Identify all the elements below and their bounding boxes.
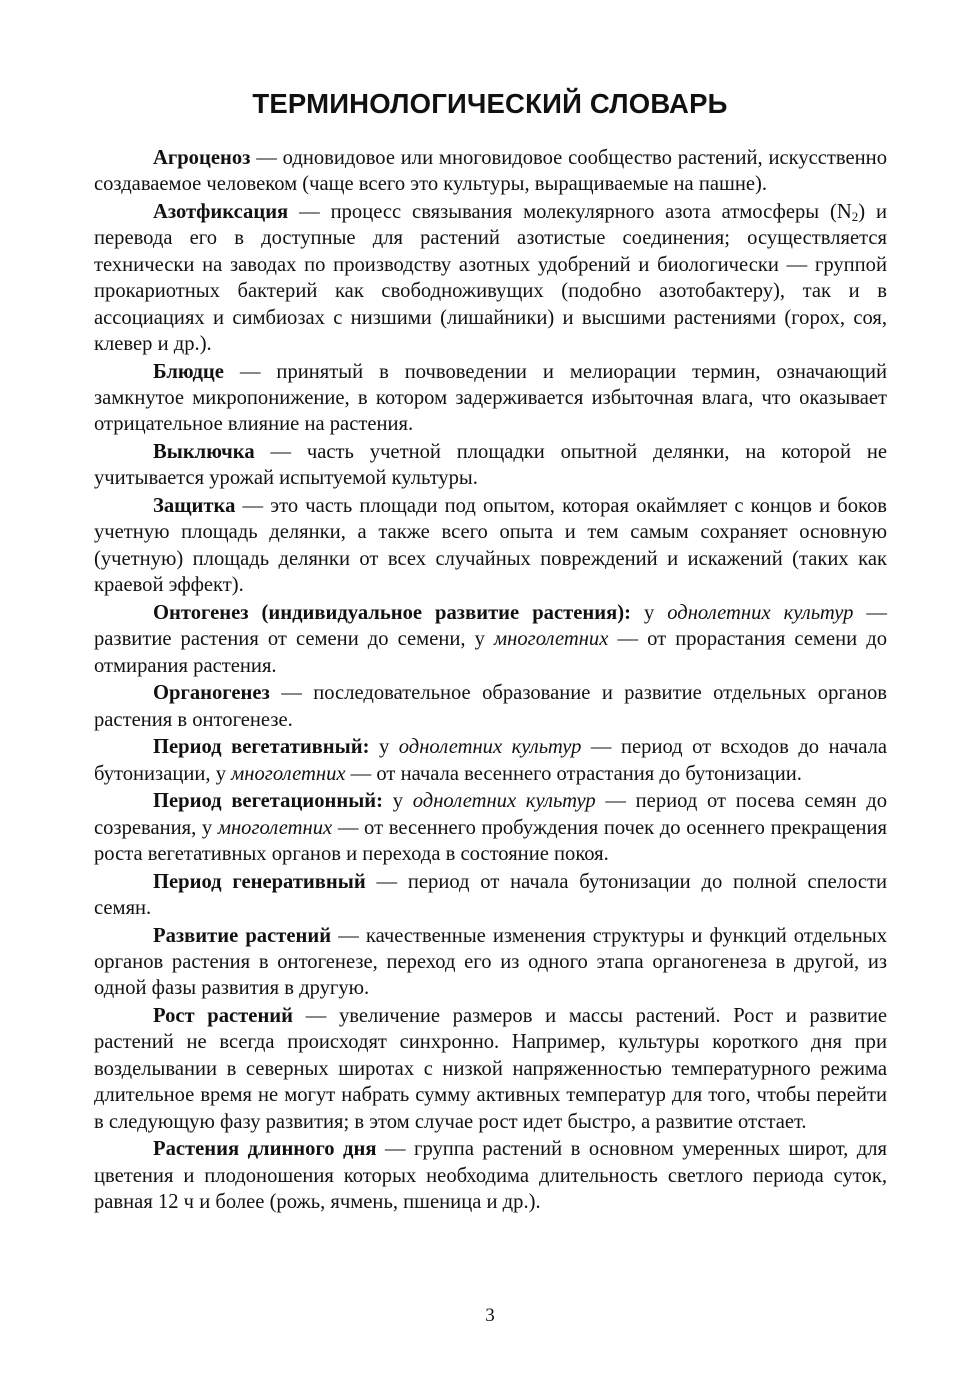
glossary-term: Развитие растений bbox=[153, 924, 332, 947]
italic-phrase: однолетних культур bbox=[667, 601, 854, 624]
definition-text: — качественные изменения структуры и функций отдельных органов растения в онтогенезе, переход его из одного этапа органогенеза в другой, из одной фазы развития в другую. bbox=[94, 924, 888, 1000]
definition-text: — развитие растения от семени до семени, у bbox=[94, 601, 888, 651]
glossary-term: Растения длинного дня bbox=[153, 1138, 377, 1161]
definition-text: — группа растений в основном умеренных широт, для цветения и плодоношения которых необходима длительность светлого периода суток, равная 12 ч и более (рожь, ячмень, пшеница и др.). bbox=[94, 1138, 887, 1214]
definition-text: — от весеннего пробуждения почек до осеннего прекращения роста вегетативных органов и перехода в состояние покоя. bbox=[94, 816, 887, 866]
glossary-entry bbox=[94, 1136, 887, 1215]
glossary-entry bbox=[94, 439, 887, 492]
glossary-term: Органогенез bbox=[153, 682, 270, 705]
glossary-term: Рост растений bbox=[153, 1005, 294, 1028]
glossary-term: Агроценоз bbox=[153, 147, 251, 169]
glossary-entry bbox=[94, 923, 887, 1002]
definition-text: — последовательное образование и развитие отдельных органов растения в онтогенезе. bbox=[94, 682, 887, 731]
definition-text: — одновидовое или многовидовое сообщество растений, искусственно создаваемое человеком (чаще всего это культуры, выращиваемые на пашне). bbox=[94, 147, 887, 196]
glossary-entry bbox=[94, 145, 887, 198]
definition-text: — принятый в почвоведении и мелиорации термин, означающий замкнутое микропонижение, в котором задерживается избыточная влага, что оказывает отрицательное влияние на растения. bbox=[94, 360, 887, 436]
definition-text: у bbox=[630, 601, 668, 624]
glossary-entry bbox=[94, 788, 887, 867]
glossary-entry bbox=[94, 600, 887, 679]
definition-text: — от начала весеннего отрастания до бутонизации. bbox=[345, 762, 802, 785]
definition-text: — период от всходов до начала бутонизации, у bbox=[94, 736, 888, 785]
glossary-entry bbox=[94, 869, 887, 922]
italic-phrase: многолетних bbox=[494, 628, 609, 651]
italic-phrase: однолетних культур bbox=[412, 790, 596, 813]
italic-phrase: многолетних bbox=[217, 816, 333, 839]
definition-text: — от прорастания семени до отмирания растения. bbox=[94, 628, 887, 677]
glossary-term: Защитка bbox=[153, 495, 236, 518]
glossary-term: Онтогенез (индивидуальное развитие растения): bbox=[153, 601, 631, 624]
glossary-term: Период вегетативный: bbox=[153, 736, 370, 759]
glossary-entry bbox=[94, 680, 887, 733]
italic-phrase: однолетних культур bbox=[398, 736, 582, 759]
definition-text: — увеличение размеров и массы растений. Рост и развитие растений не всегда происходят синхронно. Например, культуры короткого дня при возделывании в северных широтах с низкой напряженностью температурного режима длительное время не могут набрать сумму активных температур для того, чтобы перейти в следующую фазу развития; в этом случае рост идет быстро, а развитие отстает. bbox=[94, 1005, 887, 1133]
glossary-term: Азотфиксация bbox=[153, 201, 289, 223]
page-number: 3 bbox=[485, 1305, 495, 1326]
definition-text: — часть учетной площадки опытной делянки, на которой не учитывается урожай испытуемой культуры. bbox=[94, 441, 887, 490]
definition-text: ) и перевода его в доступные для растений азотистые соединения; осуществляется технически на заводах по производству азотных удобрений и биологически — группой прокариотных бактерий как свободноживущих (подобно азотобактеру), так и в ассоциациях и симбиозах с низшими (лишайники) и высшими растениями (горох, соя, клевер и др.). bbox=[94, 201, 888, 356]
glossary-term: Блюдце bbox=[153, 360, 224, 383]
glossary-term: Период генеративный bbox=[153, 870, 366, 893]
definition-text: — процесс связывания молекулярного азота атмосферы (N bbox=[288, 201, 852, 223]
definition-text: — период от начала бутонизации до полной спелости семян. bbox=[94, 870, 888, 920]
definition-text: — период от посева семян до созревания, у bbox=[94, 790, 887, 839]
glossary-entry bbox=[94, 359, 887, 438]
glossary-entry bbox=[94, 734, 887, 787]
definition-text: — это часть площади под опытом, которая окаймляет с концов и боков учетную площадь делянки, а также всего опыта и тем самым сохраняет основную (учетную) площадь делянки от всех случайных повреждений и искажений (таких как краевой эффект). bbox=[94, 495, 887, 597]
definition-text: у bbox=[383, 790, 413, 813]
italic-phrase: многолетних bbox=[231, 762, 346, 785]
glossary-body bbox=[94, 145, 887, 1217]
glossary-entry bbox=[94, 1003, 887, 1135]
subscript: 2 bbox=[851, 209, 859, 224]
definition-text: у bbox=[369, 736, 399, 759]
page-title: ТЕРМИНОЛОГИЧЕСКИЙ СЛОВАРЬ bbox=[252, 88, 728, 119]
glossary-term: Выключка bbox=[153, 441, 255, 464]
glossary-entry bbox=[94, 199, 887, 357]
glossary-entry bbox=[94, 493, 887, 599]
glossary-term: Период вегетационный: bbox=[153, 790, 384, 813]
